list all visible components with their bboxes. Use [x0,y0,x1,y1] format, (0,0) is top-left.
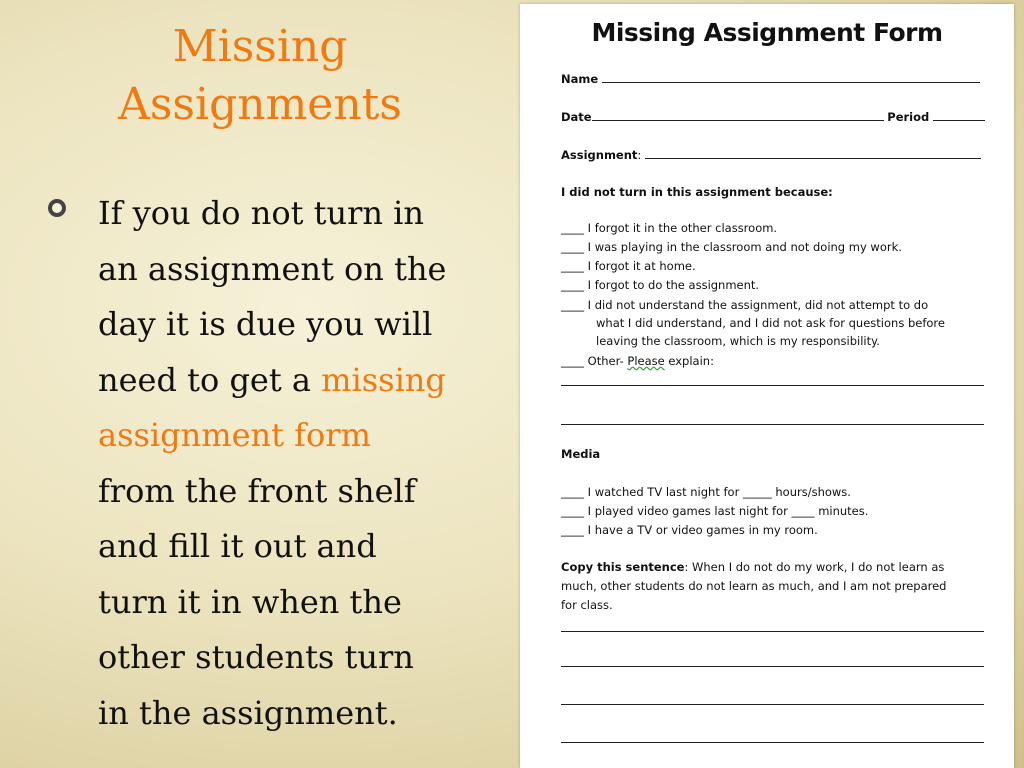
body-line: and fill it out and [98,527,377,565]
explain-line [561,424,984,425]
copy-sentence-line: for class. [561,598,613,612]
period-label: Period [887,110,930,124]
slide-title [0,18,520,134]
slide-title-line-2: Assignments [118,79,402,130]
reason-item [561,259,696,273]
media-inline-blank: _____ [742,485,772,499]
highlight-assignment-form: assignment form [98,416,371,454]
form-title: Missing Assignment Form [591,18,943,47]
media-blank: ____ [561,485,584,499]
bullet-item [48,186,488,741]
body-line: in the assignment. [98,693,398,732]
reason-continuation: what I did understand, and I did not ask for questions before [596,316,945,330]
name-label: Name [561,72,599,86]
media-item [561,485,851,499]
copy-write-line [561,742,984,743]
highlight-missing: missing [321,360,446,399]
copy-text: : When I do not do my work, I do not learn as [684,560,945,574]
other-prefix: Other- [587,354,628,368]
media-inline-blank: ____ [791,504,815,518]
body-line: day it is due you will [98,305,433,343]
reason-text: I was playing in the classroom and not doing my work. [587,240,902,254]
reason-continuation: leaving the classroom, which is my responsibility. [596,334,880,348]
explain-line [561,385,984,386]
copy-write-line [561,666,984,667]
body-line: turn it in when the [98,582,402,621]
media-text: I watched TV last night for [587,485,740,499]
reason-text: I forgot it at home. [587,259,696,273]
media-item [561,523,818,537]
reason-blank: ____ [561,278,584,292]
media-text: I have a TV or video games in my room. [587,523,818,537]
media-blank: ____ [561,504,584,518]
date-label: Date [561,110,592,124]
copy-sentence-line [561,560,944,574]
assignment-rule [645,148,981,159]
media-blank: ____ [561,523,584,537]
reason-text: I did not understand the assignment, did not attempt to do [587,298,929,312]
date-period-field [561,110,985,124]
ring-bullet-icon [48,199,66,217]
copy-write-line [561,631,984,632]
reason-blank: ____ [561,354,584,368]
reason-heading: I did not turn in this assignment because: [561,185,833,199]
reason-blank: ____ [561,221,584,235]
date-rule [592,110,804,121]
copy-label: Copy this sentence [561,560,685,574]
body-line: other students turn [98,638,414,676]
name-field [561,72,980,86]
body-line: If you do not turn in [98,194,424,232]
body-line: an assignment on the [98,249,447,288]
reason-item [561,278,759,292]
media-item [561,504,868,518]
media-text: minutes. [818,504,869,518]
reason-blank: ____ [561,240,584,254]
reason-text: I forgot it in the other classroom. [587,221,778,235]
media-text: hours/shows. [775,485,851,499]
body-line [98,353,488,409]
reason-text: I forgot to do the assignment. [587,278,760,292]
reason-item [561,221,777,235]
period-rule [933,110,985,121]
reason-blank: ____ [561,259,584,273]
reason-item [561,240,902,254]
reason-other [561,354,714,368]
other-suffix: explain: [664,354,714,368]
reason-blank: ____ [561,298,584,312]
copy-write-line [561,704,984,705]
slide-title-line-1: Missing [172,21,348,72]
name-rule [602,72,980,83]
assignment-label: Assignment [561,148,638,162]
assignment-field: Assignment: [561,148,981,162]
body-line-text: need to get a [98,360,322,399]
bullet-text [98,186,488,741]
media-heading: Media [561,447,601,461]
missing-assignment-form-image [520,4,1014,768]
body-line: from the front shelf [98,471,416,510]
reason-item [561,298,928,312]
other-please: Please [627,354,665,368]
copy-sentence-line: much, other students do not learn as much, and I am not prepared [561,579,947,593]
date-rule-squiggle [804,110,884,121]
media-text: I played video games last night for [587,504,788,518]
